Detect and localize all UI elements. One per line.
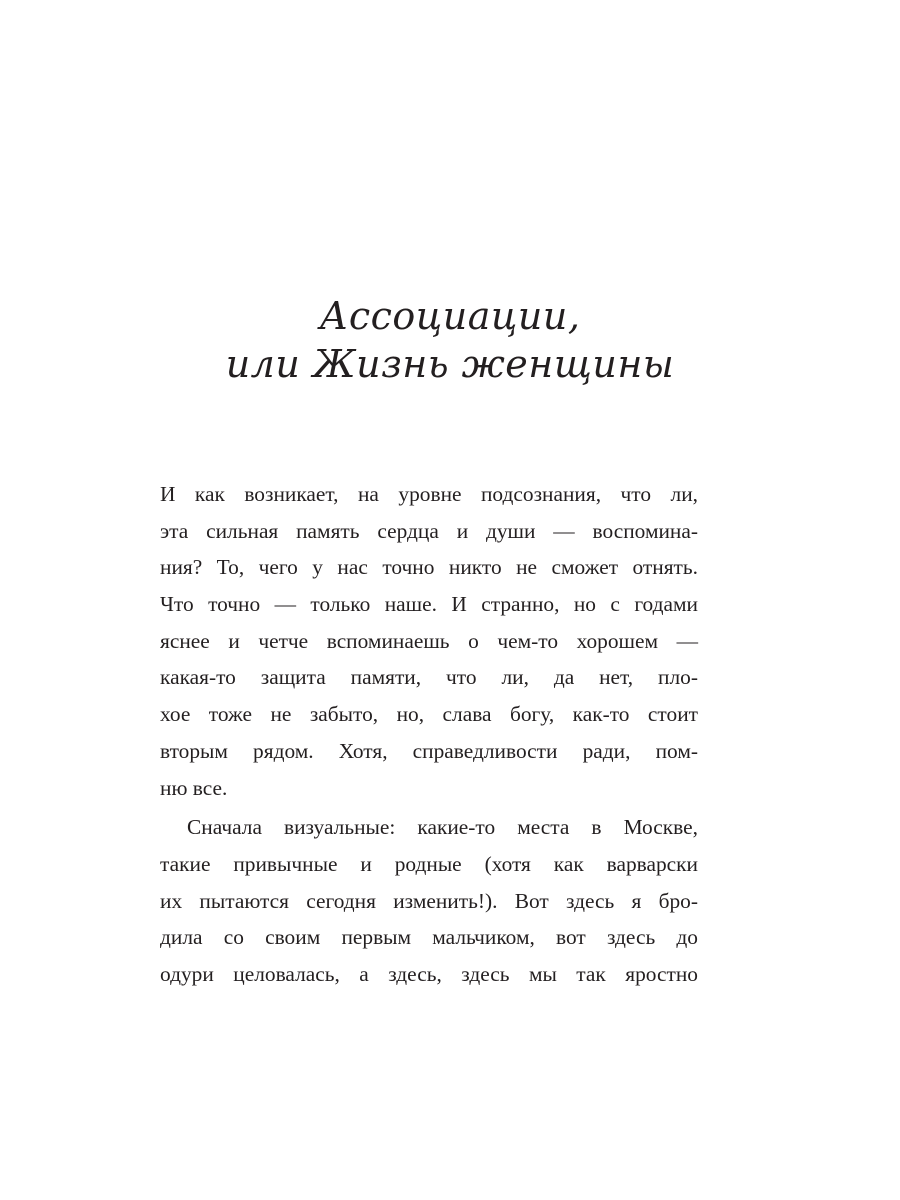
text-line: яснее и четче вспоминаешь о чем-то хорошем — [160, 628, 698, 653]
text-line: одури целовалась, а здесь, здесь мы так яростно [160, 961, 698, 986]
text-line: ню все. [160, 775, 228, 800]
text-line: Сначала визуальные: какие-то места в Москве, [187, 815, 698, 840]
text-line: их пытаются сегодня изменить!). Вот здесь я бро- [160, 888, 698, 913]
paragraph-2 [160, 809, 698, 992]
text-line: какая-то защита памяти, что ли, да нет, пло- [160, 665, 698, 690]
text-line: дила со своим первым мальчиком, вот здесь до [160, 925, 698, 950]
text-line: ния? То, чего у нас точно никто не сможет отнять. [160, 555, 698, 580]
chapter-title [150, 292, 750, 388]
text-line: эта сильная память сердца и души — воспомина- [160, 518, 698, 543]
text-line: И как возникает, на уровне подсознания, что ли, [160, 482, 698, 506]
text-line: Что точно — только наше. И странно, но с годами [160, 592, 698, 617]
text-line: хое тоже не забыто, но, слава богу, как-то стоит [160, 702, 698, 727]
chapter-title-line-1: Ассоциации, [319, 294, 581, 338]
paragraph-1 [160, 476, 698, 806]
chapter-title-line-2: или Жизнь женщины [225, 342, 675, 386]
body-text [160, 476, 698, 993]
text-line: такие привычные и родные (хотя как варварски [160, 851, 698, 876]
text-line: вторым рядом. Хотя, справедливости ради, пом- [160, 738, 698, 763]
